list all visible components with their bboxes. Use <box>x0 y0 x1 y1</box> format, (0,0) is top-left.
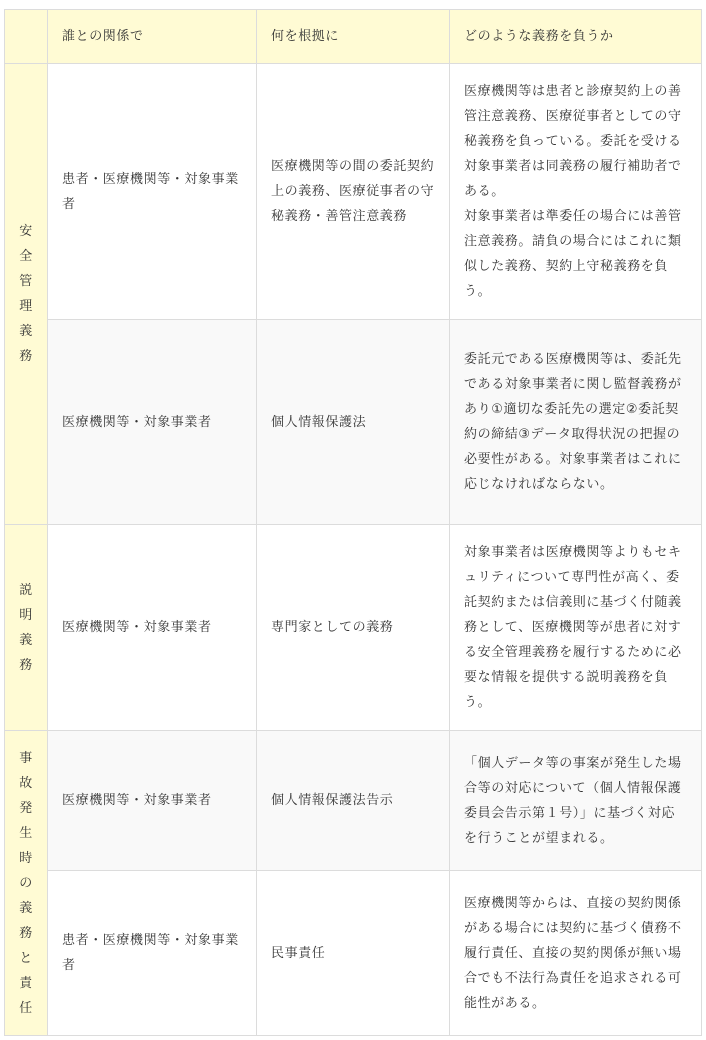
table-row <box>5 731 702 871</box>
header-row <box>5 10 702 64</box>
cell-basis: 民事責任 <box>257 871 450 1036</box>
cell-duty: 医療機関等からは、直接の契約関係がある場合には契約に基づく債務不履行責任、直接の契約関係が無い場合でも不法行為責任を追求される可能性がある。 <box>450 871 702 1036</box>
category-label: 説 明 義 務 <box>19 582 33 673</box>
table-row <box>5 871 702 1036</box>
table-row <box>5 64 702 320</box>
cell-duty: 「個人データ等の事案が発生した場合等の対応について（個人情報保護委員会告示第１号）」に基づく対応を行うことが望まれる。 <box>450 731 702 871</box>
cell-who: 医療機関等・対象事業者 <box>48 320 257 525</box>
cell-who: 患者・医療機関等・対象事業者 <box>48 64 257 320</box>
category-label: 安 全 管 理 義 務 <box>19 224 33 364</box>
table-row <box>5 320 702 525</box>
cell-who: 患者・医療機関等・対象事業者 <box>48 871 257 1036</box>
table-row <box>5 525 702 731</box>
header-basis: 何を根拠に <box>257 10 450 64</box>
cell-basis: 専門家としての義務 <box>257 525 450 731</box>
cell-who: 医療機関等・対象事業者 <box>48 731 257 871</box>
cell-who: 医療機関等・対象事業者 <box>48 525 257 731</box>
cell-basis: 個人情報保護法告示 <box>257 731 450 871</box>
category-safety <box>5 64 48 525</box>
cell-duty: 委託元である医療機関等は、委託先である対象事業者に関し監督義務があり①適切な委託先の選定②委託契約の締結③データ取得状況の把握の必要性がある。対象事業者はこれに応じなければならない。 <box>450 320 702 525</box>
header-duty: どのような義務を負うか <box>450 10 702 64</box>
category-label: 事 故 発 生 時 の 義 務 と 責 任 <box>19 750 33 1016</box>
duty-table <box>4 9 702 1036</box>
header-who: 誰との関係で <box>48 10 257 64</box>
category-explanation <box>5 525 48 731</box>
cell-basis: 医療機関等の間の委託契約上の義務、医療従事者の守秘義務・善管注意義務 <box>257 64 450 320</box>
header-corner-cell <box>5 10 48 64</box>
cell-duty: 対象事業者は医療機関等よりもセキュリティについて専門性が高く、委託契約または信義則に基づく付随義務として、医療機関等が患者に対する安全管理義務を履行するために必要な情報を提供する説明義務を負う。 <box>450 525 702 731</box>
cell-duty: 医療機関等は患者と診療契約上の善管注意義務、医療従事者としての守秘義務を負っている。委託を受ける対象事業者は同義務の履行補助者である。 対象事業者は準委任の場合には善管注意義務。請負の場合にはこれに類似した義務、契約上守秘義務を負う。 <box>450 64 702 320</box>
cell-basis: 個人情報保護法 <box>257 320 450 525</box>
category-incident <box>5 731 48 1036</box>
